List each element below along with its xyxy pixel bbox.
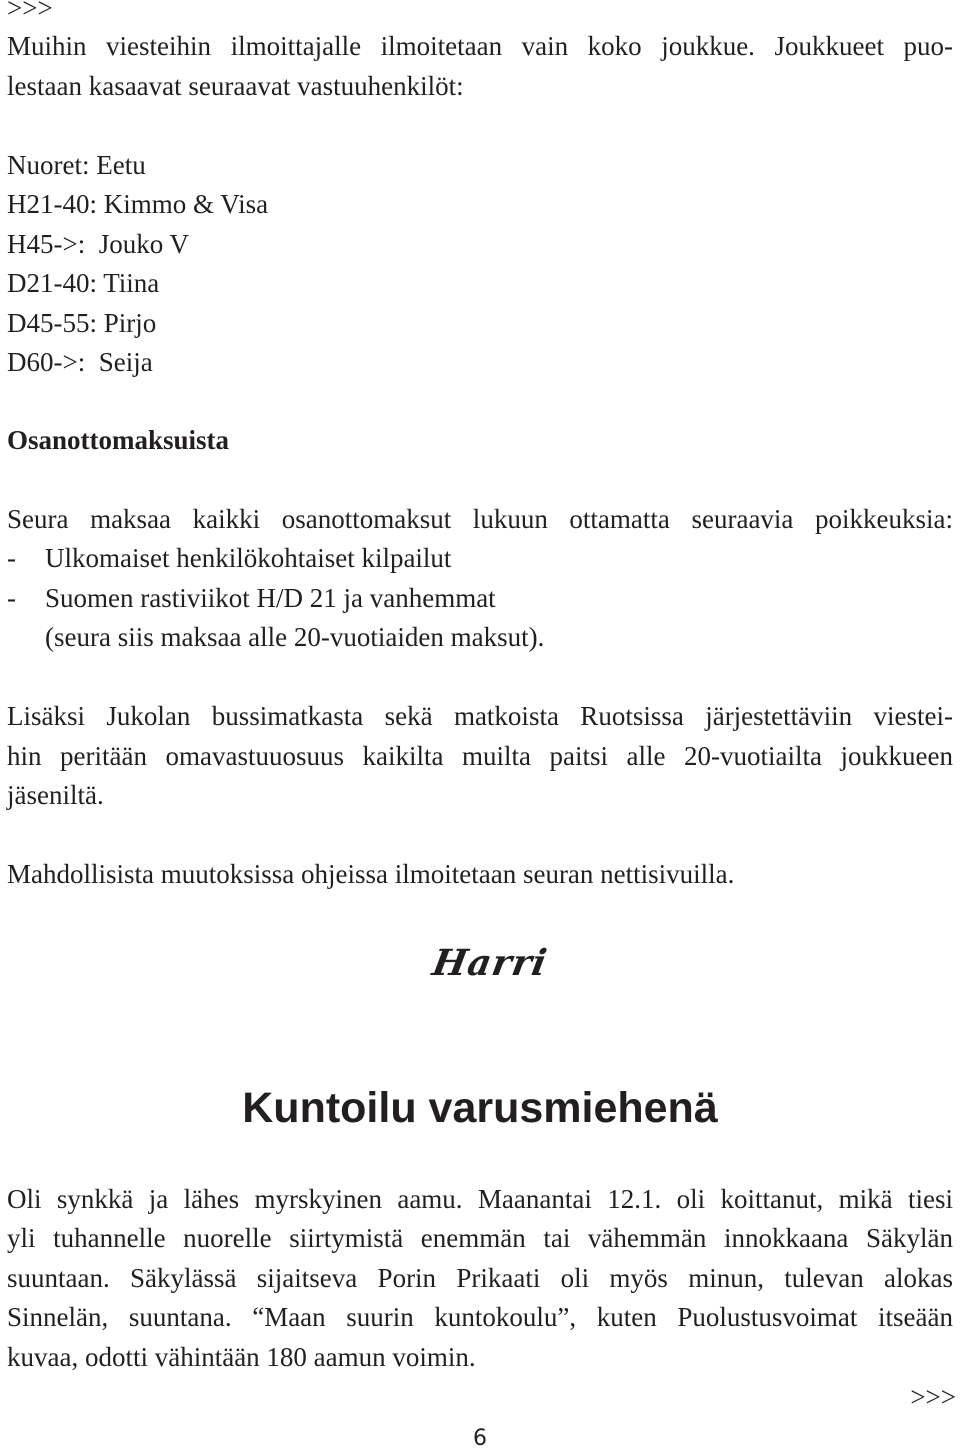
contact-line-4: D21-40: Tiina <box>7 268 160 298</box>
article-line-4: Sinnelän, suuntana. “Maan suurin kuntokoulu”, kuten Puolustusvoimat itseään <box>7 1302 953 1332</box>
fees-heading: Osanottomaksuista <box>7 425 230 455</box>
signature: Harri <box>429 942 551 984</box>
contact-line-5: D45-55: Pirjo <box>7 308 157 338</box>
fees-item-2: Suomen rastiviikot H/D 21 ja vanhemmat <box>45 583 496 613</box>
contact-line-2: H21-40: Kimmo & Visa <box>7 189 269 219</box>
fees-item-1: Ulkomaiset henkilökohtaiset kilpailut <box>45 543 452 573</box>
article-line-2: yli tuhannelle nuorelle siirtymistä enemmän tai vähemmän innokkaana Säkylän <box>7 1223 953 1253</box>
fees-item-1-dash: - <box>7 543 16 573</box>
extra-line-2: hin peritään omavastuuosuus kaikilta muilta paitsi alle 20-vuotiailta joukkueen <box>7 741 953 771</box>
fees-note: (seura siis maksaa alle 20-vuotiaiden maksut). <box>45 622 545 652</box>
page-number: 6 <box>473 1426 487 1451</box>
article-line-1: Oli synkkä ja lähes myrskyinen aamu. Maanantai 12.1. oli koittanut, mikä tiesi <box>7 1184 953 1214</box>
continued-marker-bottom: >>> <box>910 1382 956 1412</box>
contact-line-1: Nuoret: Eetu <box>7 150 146 180</box>
extra-line-3: jäseniltä. <box>7 780 104 810</box>
continued-marker-top: >>> <box>7 0 53 23</box>
article-title: Kuntoilu varusmiehenä <box>242 1084 718 1132</box>
article-line-5: kuvaa, odotti vähintään 180 aamun voimin. <box>7 1342 476 1372</box>
intro-line-2: lestaan kasaavat seuraavat vastuuhenkilöt: <box>7 71 464 101</box>
fees-item-2-dash: - <box>7 583 16 613</box>
changes-line: Mahdollisista muutoksissa ohjeissa ilmoitetaan seuran nettisivuilla. <box>7 859 735 889</box>
intro-line-1: Muihin viesteihin ilmoittajalle ilmoitetaan vain koko joukkue. Joukkueet puo- <box>7 31 953 61</box>
article-line-3: suuntaan. Säkylässä sijaitseva Porin Prikaati oli myös minun, tulevan alokas <box>7 1263 953 1293</box>
fees-intro: Seura maksaa kaikki osanottomaksut lukuun ottamatta seuraavia poikkeuksia: <box>7 504 953 534</box>
contact-line-6: D60->: Seija <box>7 347 153 377</box>
contact-line-3: H45->: Jouko V <box>7 229 189 259</box>
extra-line-1: Lisäksi Jukolan bussimatkasta sekä matkoista Ruotsissa järjestettäviin viestei- <box>7 701 953 731</box>
